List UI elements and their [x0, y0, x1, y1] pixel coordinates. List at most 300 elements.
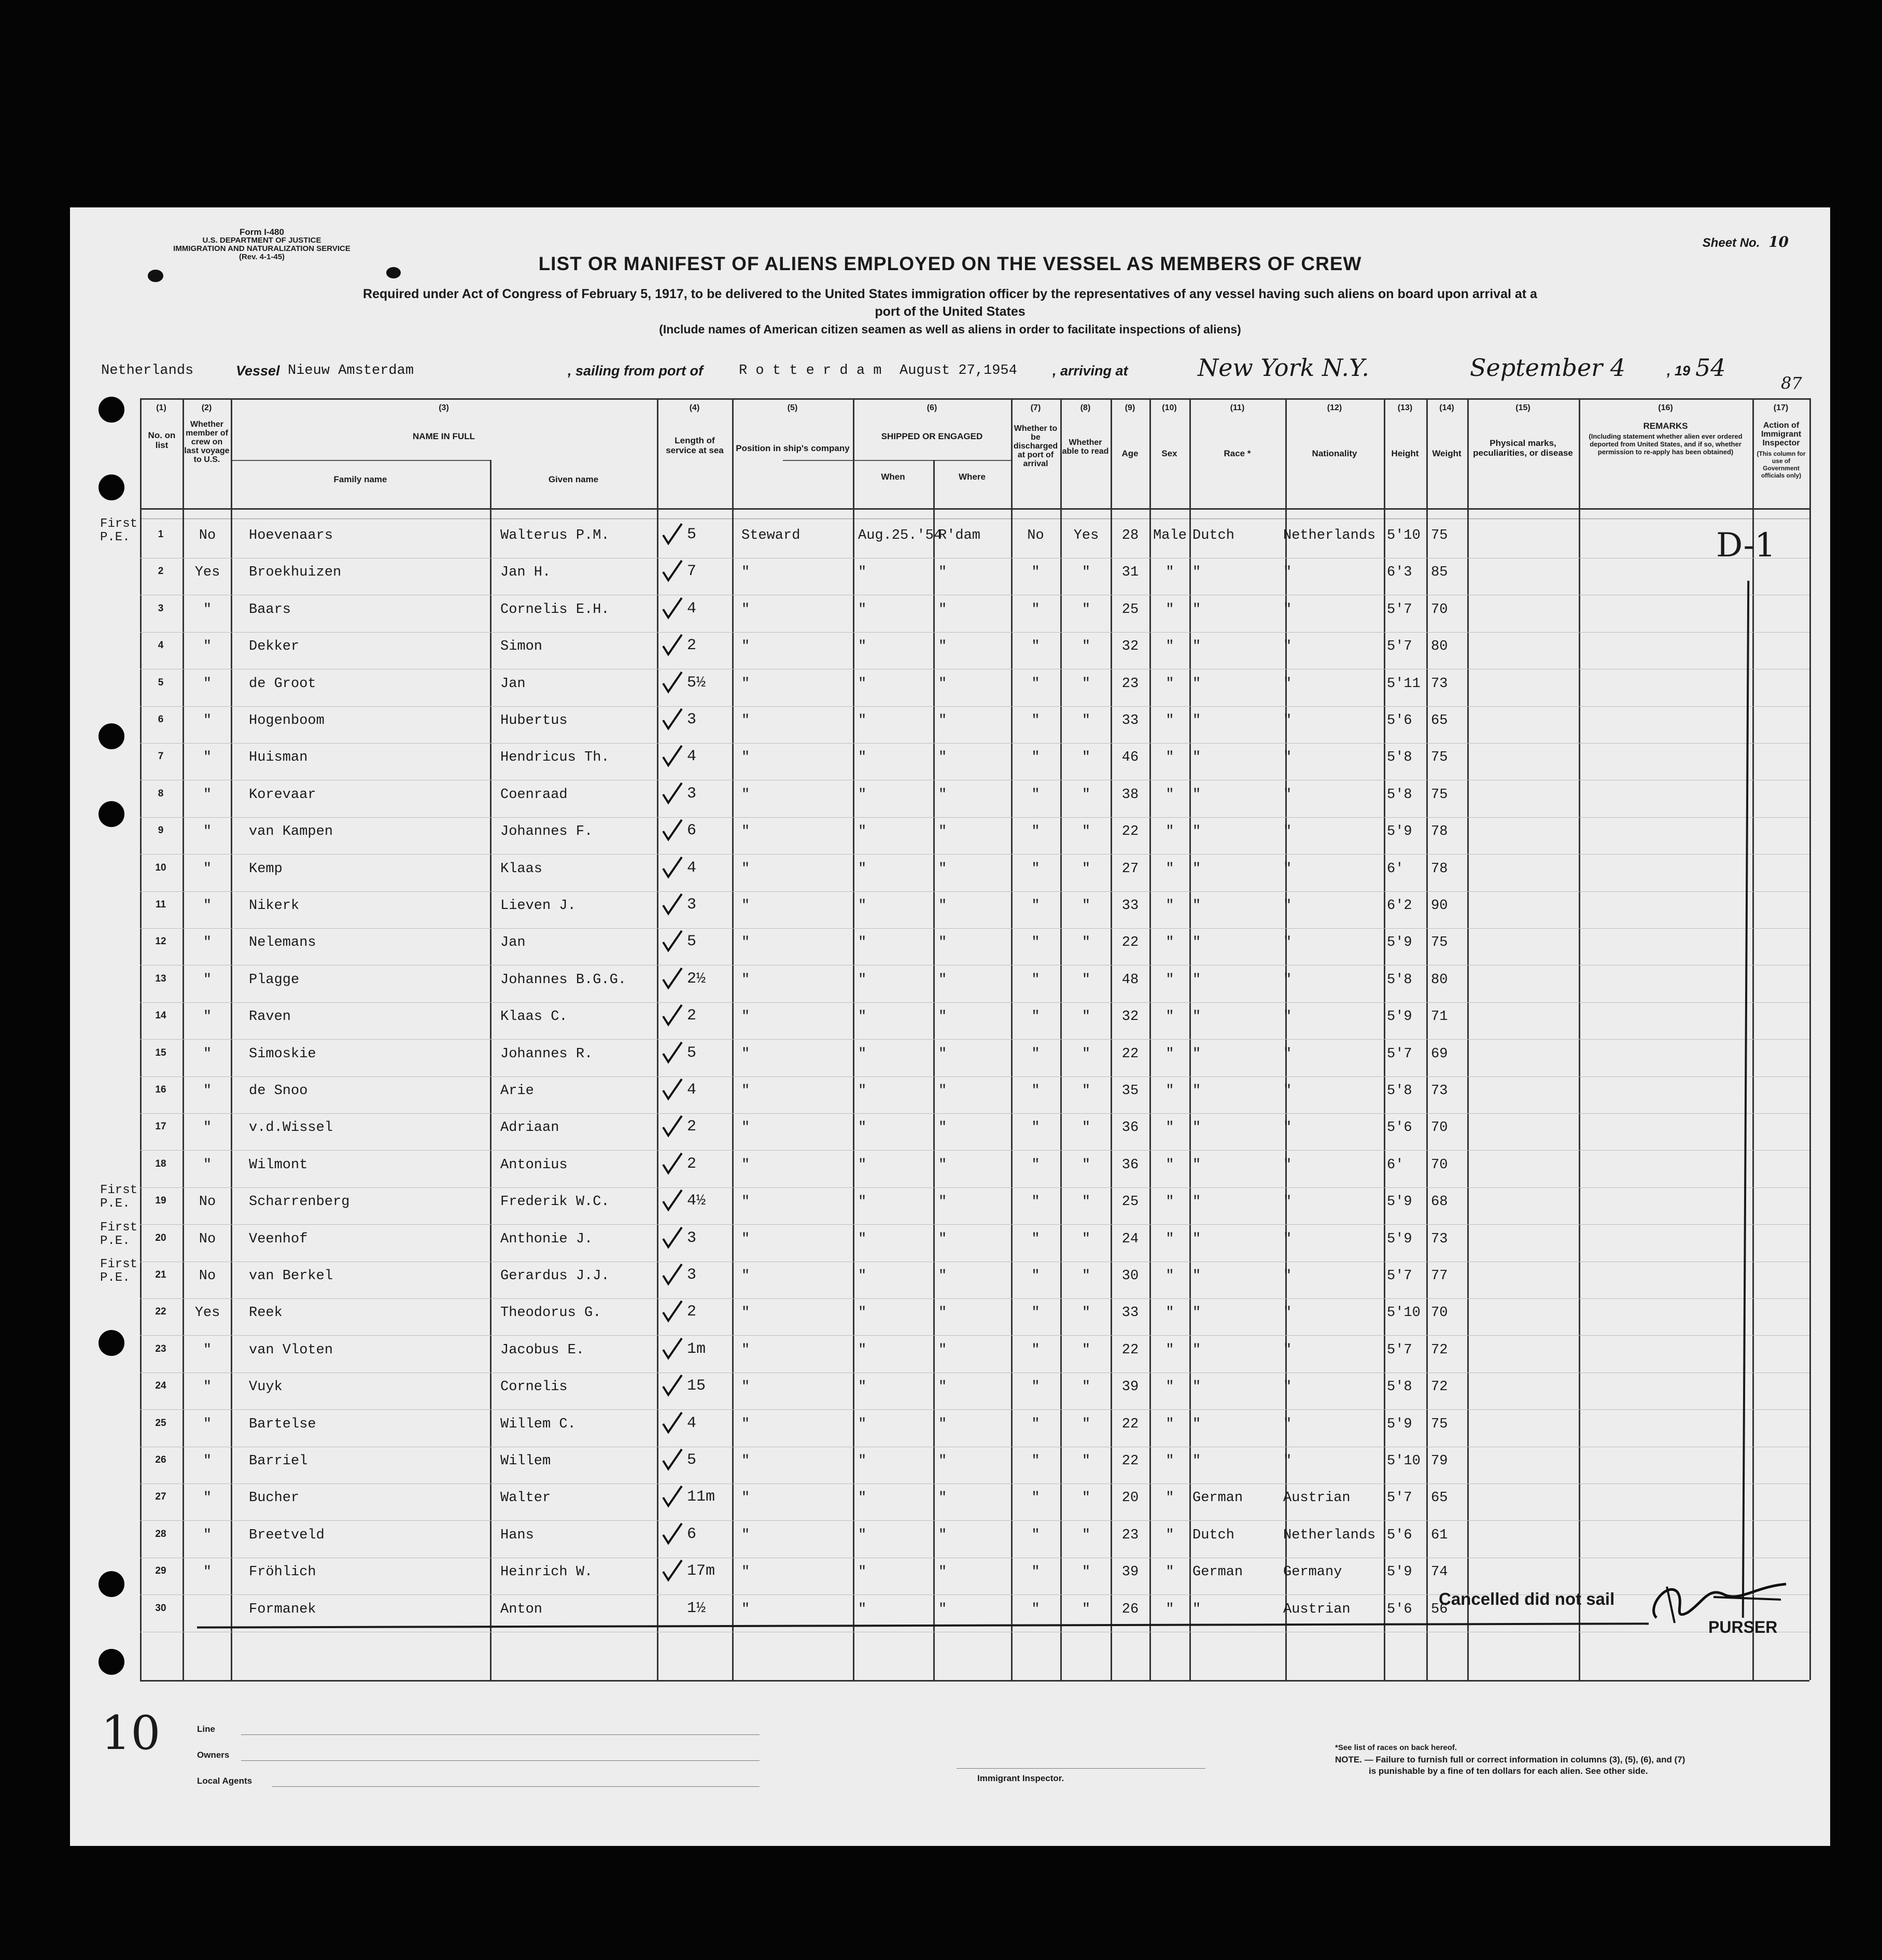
header-nationality: Nationality: [1312, 449, 1357, 458]
cell-race: ": [1192, 750, 1201, 765]
row-number: 16: [155, 1084, 166, 1095]
cell-race: ": [1192, 1453, 1201, 1469]
cell-height: 6': [1387, 861, 1404, 877]
cell-where: ": [938, 1083, 947, 1099]
subtitle-note: (Include names of American citizen seamen as well as aliens in order to facilitate inspections of aliens): [659, 323, 1241, 336]
cell-service: 5½: [687, 674, 706, 692]
cell-race: ": [1192, 1417, 1201, 1432]
cell-discharged: ": [1031, 1342, 1040, 1358]
cell-given: Jan: [500, 935, 526, 950]
row-number: 29: [155, 1565, 166, 1576]
cell-sex: ": [1165, 1379, 1174, 1395]
cell-member: ": [203, 1453, 212, 1469]
cell-weight: 73: [1431, 1083, 1448, 1099]
check-mark-icon: [661, 1004, 683, 1027]
cell-discharged: ": [1031, 750, 1040, 765]
cell-family: van Kampen: [249, 824, 333, 839]
cell-nationality: ": [1283, 1342, 1292, 1358]
header-height: Height: [1391, 449, 1419, 458]
cell-race: ": [1192, 1231, 1201, 1247]
row-rule: [140, 1187, 1809, 1188]
table-header-rule: [140, 508, 1809, 510]
arriving-label: , arriving at: [1052, 363, 1128, 379]
cell-discharged: ": [1031, 1268, 1040, 1284]
cell-position: ": [741, 1046, 750, 1062]
subtitle-line: Required under Act of Congress of February 5, 1917, to be delivered to the United States immigration officer by the representatives of any vessel having such aliens on board upon arrival at a: [363, 287, 1537, 301]
cell-race: ": [1192, 824, 1201, 839]
cell-read: ": [1082, 676, 1091, 692]
cell-weight: 56: [1431, 1602, 1448, 1617]
owners-label: Owners: [197, 1750, 230, 1760]
cell-given: Klaas C.: [500, 1009, 568, 1025]
cell-weight: 68: [1431, 1194, 1448, 1210]
cell-family: Baars: [249, 602, 291, 618]
cell-where: ": [938, 1268, 947, 1284]
cell-nationality: ": [1283, 935, 1292, 950]
cell-where: ": [938, 861, 947, 877]
cell-position: ": [741, 935, 750, 950]
cell-member: ": [203, 1157, 212, 1173]
cell-where: ": [938, 750, 947, 765]
cell-member: No: [199, 1231, 216, 1247]
cell-height: 5'10: [1387, 1305, 1421, 1321]
cell-given: Johannes B.G.G.: [500, 972, 627, 988]
cell-race: ": [1192, 898, 1201, 914]
arrival-date: September 4: [1470, 354, 1626, 382]
cell-service: 4½: [687, 1192, 706, 1210]
cell-discharged: ": [1031, 639, 1040, 654]
cell-when: ": [858, 1417, 867, 1432]
cell-age: 22: [1121, 1046, 1139, 1062]
cell-weight: 65: [1431, 1490, 1448, 1506]
cell-member: ": [203, 1417, 212, 1432]
check-mark-icon: [661, 1226, 683, 1249]
cell-when: ": [858, 565, 867, 580]
cell-nationality: ": [1283, 1157, 1292, 1173]
line-label: Line: [197, 1724, 215, 1734]
cell-member: No: [199, 1194, 216, 1210]
cell-position: ": [741, 639, 750, 654]
cell-race: ": [1192, 1157, 1201, 1173]
check-mark-icon: [661, 930, 683, 953]
cell-read: ": [1082, 935, 1091, 950]
cell-weight: 80: [1431, 639, 1448, 654]
cell-family: Barriel: [249, 1453, 308, 1469]
cell-sex: Male: [1153, 528, 1187, 543]
cell-service: 5: [687, 1451, 697, 1469]
cell-family: de Groot: [249, 676, 316, 692]
cell-age: 33: [1121, 713, 1139, 729]
cell-height: 5'7: [1387, 1046, 1412, 1062]
cell-sex: ": [1165, 787, 1174, 803]
cell-race: ": [1192, 1305, 1201, 1321]
cell-sex: ": [1165, 824, 1174, 839]
cell-given: Walterus P.M.: [500, 528, 610, 543]
cell-position: ": [741, 1528, 750, 1543]
inspector-label: Immigrant Inspector.: [977, 1773, 1064, 1783]
cell-service: 2: [687, 1303, 697, 1321]
cell-age: 23: [1121, 1528, 1139, 1543]
cell-service: 3: [687, 785, 697, 803]
cell-where: ": [938, 1120, 947, 1136]
cell-discharged: ": [1031, 1602, 1040, 1617]
row-number: 12: [155, 936, 166, 947]
header-remarks: REMARKS: [1643, 421, 1688, 431]
cell-nationality: ": [1283, 972, 1292, 988]
cell-given: Jan: [500, 676, 526, 692]
cell-service: 4: [687, 1415, 697, 1432]
cell-discharged: ": [1031, 676, 1040, 692]
cell-service: 3: [687, 711, 697, 729]
vessel-name: Nieuw Amsterdam: [288, 363, 414, 379]
cell-where: ": [938, 1009, 947, 1025]
check-mark-icon: [661, 1559, 683, 1582]
cell-sex: ": [1165, 713, 1174, 729]
row-rule: [140, 743, 1809, 744]
row-number: 2: [158, 566, 164, 577]
cell-member: Yes: [194, 1305, 220, 1321]
cell-service: 3: [687, 896, 697, 914]
cell-age: 25: [1121, 602, 1139, 618]
cell-read: Yes: [1073, 528, 1099, 543]
check-mark-icon: [661, 856, 683, 879]
cell-family: Formanek: [249, 1602, 316, 1617]
cell-where: ": [938, 713, 947, 729]
punch-hole: [99, 397, 124, 423]
column-rule: [490, 460, 491, 1680]
cell-when: ": [858, 824, 867, 839]
department-line: U.S. DEPARTMENT OF JUSTICE: [202, 236, 321, 245]
cell-where: ": [938, 972, 947, 988]
punch-hole: [99, 1571, 124, 1597]
cell-given: Anton: [500, 1602, 543, 1617]
row-rule: [140, 1483, 1809, 1484]
cell-height: 5'8: [1387, 1379, 1412, 1395]
cell-sex: ": [1165, 1602, 1174, 1617]
cell-age: 48: [1121, 972, 1139, 988]
cell-when: ": [858, 1453, 867, 1469]
cell-service: 2: [687, 637, 697, 654]
cell-family: Fröhlich: [249, 1564, 316, 1580]
cell-position: ": [741, 972, 750, 988]
cancelled-stamp: Cancelled did not sail: [1439, 1589, 1615, 1608]
cell-race: ": [1192, 1268, 1201, 1284]
cell-race: ": [1192, 1083, 1201, 1099]
cell-weight: 85: [1431, 565, 1448, 580]
cell-discharged: ": [1031, 1490, 1040, 1506]
cell-race: Dutch: [1192, 1528, 1235, 1543]
cell-age: 27: [1121, 861, 1139, 877]
cell-nationality: ": [1283, 676, 1292, 692]
cell-member: ": [203, 1379, 212, 1395]
cell-read: ": [1082, 898, 1091, 914]
cell-where: ": [938, 1194, 947, 1210]
cell-position: ": [741, 565, 750, 580]
cell-member: ": [203, 787, 212, 803]
cell-sex: ": [1165, 1231, 1174, 1247]
cell-sex: ": [1165, 1009, 1174, 1025]
service-line: IMMIGRATION AND NATURALIZATION SERVICE: [173, 244, 350, 253]
cell-when: ": [858, 1120, 867, 1136]
row-number: 21: [155, 1269, 166, 1280]
cell-service: 3: [687, 1229, 697, 1247]
cell-nationality: ": [1283, 1305, 1292, 1321]
cell-family: Hogenboom: [249, 713, 325, 729]
cell-discharged: ": [1031, 1194, 1040, 1210]
cell-given: Gerardus J.J.: [500, 1268, 610, 1284]
cell-race: ": [1192, 639, 1201, 654]
header-no-on-list: No. on list: [148, 430, 176, 450]
check-mark-icon: [661, 1411, 683, 1434]
cell-sex: ": [1165, 1528, 1174, 1543]
cell-height: 5'6: [1387, 713, 1412, 729]
line-field: [241, 1734, 760, 1735]
cell-where: ": [938, 1564, 947, 1580]
cell-family: Kemp: [249, 861, 283, 877]
check-mark-icon: [661, 1189, 683, 1212]
cell-service: 5: [687, 526, 697, 543]
cell-sex: ": [1165, 1046, 1174, 1062]
cell-given: Cornelis: [500, 1379, 568, 1395]
cell-sex: ": [1165, 1490, 1174, 1506]
row-rule: [140, 817, 1809, 818]
row-number: 5: [158, 677, 164, 688]
col-num: (11): [1230, 403, 1245, 412]
cell-age: 26: [1121, 1602, 1139, 1617]
cell-given: Frederik W.C.: [500, 1194, 610, 1210]
row-number: 7: [158, 751, 164, 762]
cell-member: ": [203, 898, 212, 914]
cell-where: ": [938, 787, 947, 803]
cell-when: ": [858, 1157, 867, 1173]
cell-where: ": [938, 602, 947, 618]
cell-sex: ": [1165, 676, 1174, 692]
cell-member: ": [203, 1120, 212, 1136]
col-num: (15): [1515, 403, 1530, 412]
cell-read: ": [1082, 1009, 1091, 1025]
check-mark-icon: [661, 1078, 683, 1101]
cell-sex: ": [1165, 565, 1174, 580]
cell-discharged: ": [1031, 1046, 1040, 1062]
sheet-number: [1703, 233, 1789, 250]
cell-given: Jacobus E.: [500, 1342, 585, 1358]
cell-weight: 72: [1431, 1379, 1448, 1395]
column-rule: [1809, 398, 1811, 1680]
row-rule: [140, 1224, 1809, 1225]
cell-service: 4: [687, 600, 697, 618]
cell-weight: 75: [1431, 750, 1448, 765]
cell-race: ": [1192, 565, 1201, 580]
check-mark-icon: [661, 597, 683, 620]
cell-sex: ": [1165, 972, 1174, 988]
cell-weight: 78: [1431, 824, 1448, 839]
cell-member: ": [203, 861, 212, 877]
cell-sex: ": [1165, 1120, 1174, 1136]
row-number: 18: [155, 1158, 166, 1169]
check-mark-icon: [661, 967, 683, 990]
row-number: 27: [155, 1491, 166, 1502]
check-mark-icon: [661, 1152, 683, 1175]
cell-given: Cornelis E.H.: [500, 602, 610, 618]
cell-given: Walter: [500, 1490, 551, 1506]
cell-where: ": [938, 565, 947, 580]
cell-where: ": [938, 824, 947, 839]
cell-family: Reek: [249, 1305, 283, 1321]
cell-given: Jan H.: [500, 565, 551, 580]
purser-label: PURSER: [1708, 1618, 1778, 1636]
cell-read: ": [1082, 1194, 1091, 1210]
check-mark-icon: [661, 708, 683, 731]
cell-read: ": [1082, 1379, 1091, 1395]
cell-read: ": [1082, 1231, 1091, 1247]
cell-family: Broekhuizen: [249, 565, 342, 580]
col-num: (16): [1658, 403, 1673, 412]
cell-sex: ": [1165, 1194, 1174, 1210]
cell-sex: ": [1165, 1083, 1174, 1099]
column-rule: [933, 460, 935, 1680]
cell-service: 6: [687, 1525, 697, 1543]
cell-member: ": [203, 676, 212, 692]
cell-height: 5'11: [1387, 676, 1421, 692]
cell-given: Antonius: [500, 1157, 568, 1173]
cell-height: 5'8: [1387, 750, 1412, 765]
cell-given: Johannes F.: [500, 824, 593, 839]
row-number: 17: [155, 1121, 166, 1132]
cell-discharged: ": [1031, 972, 1040, 988]
cell-where: ": [938, 898, 947, 914]
cell-age: 39: [1121, 1379, 1139, 1395]
cell-position: ": [741, 787, 750, 803]
cell-when: ": [858, 713, 867, 729]
cell-given: Willem: [500, 1453, 551, 1469]
cell-member: ": [203, 935, 212, 950]
cell-where: ": [938, 676, 947, 692]
cell-when: ": [858, 1009, 867, 1025]
cell-race: ": [1192, 787, 1201, 803]
row-rule: [140, 1113, 1809, 1114]
cell-discharged: ": [1031, 824, 1040, 839]
cell-height: 5'7: [1387, 602, 1412, 618]
cell-age: 22: [1121, 935, 1139, 950]
cell-height: 5'9: [1387, 1194, 1412, 1210]
cell-weight: 75: [1431, 528, 1448, 543]
cell-nationality: ": [1283, 898, 1292, 914]
row-number: 11: [155, 899, 166, 910]
action-mark: D-1: [1716, 526, 1776, 565]
cell-sex: ": [1165, 750, 1174, 765]
cell-when: ": [858, 676, 867, 692]
header-family-name: Family name: [333, 474, 387, 484]
cell-race: ": [1192, 1342, 1201, 1358]
cell-when: ": [858, 1305, 867, 1321]
cell-discharged: ": [1031, 1564, 1040, 1580]
cell-read: ": [1082, 1268, 1091, 1284]
cell-when: ": [858, 1528, 867, 1543]
cell-service: 17m: [687, 1562, 715, 1580]
cell-nationality: ": [1283, 1268, 1292, 1284]
cell-age: 20: [1121, 1490, 1139, 1506]
cell-height: 5'7: [1387, 1490, 1412, 1506]
cell-service: 6: [687, 822, 697, 839]
col-num: (14): [1439, 403, 1454, 412]
cell-member: ": [203, 750, 212, 765]
cell-age: 46: [1121, 750, 1139, 765]
inspector-line: [957, 1768, 1205, 1769]
cell-given: Hubertus: [500, 713, 568, 729]
cell-service: 4: [687, 748, 697, 765]
cell-position: Steward: [741, 528, 800, 543]
cell-sex: ": [1165, 1453, 1174, 1469]
cell-when: ": [858, 1564, 867, 1580]
cell-weight: 90: [1431, 898, 1448, 914]
cell-where: ": [938, 1417, 947, 1432]
cell-weight: 78: [1431, 861, 1448, 877]
cell-member: ": [203, 1083, 212, 1099]
col-num: (7): [1030, 403, 1041, 412]
cell-service: 2: [687, 1155, 697, 1173]
sheet-value: 10: [1768, 233, 1789, 250]
cell-height: 5'9: [1387, 1417, 1412, 1432]
cell-weight: 79: [1431, 1453, 1448, 1469]
cell-family: Scharrenberg: [249, 1194, 350, 1210]
punch-hole: [99, 801, 124, 827]
cell-where: ": [938, 1046, 947, 1062]
cell-position: ": [741, 898, 750, 914]
cell-nationality: ": [1283, 639, 1292, 654]
row-number: 24: [155, 1380, 166, 1391]
cell-read: ": [1082, 1157, 1091, 1173]
cell-height: 5'6: [1387, 1602, 1412, 1617]
cell-when: ": [858, 1046, 867, 1062]
cell-nationality: ": [1283, 824, 1292, 839]
cell-when: ": [858, 1268, 867, 1284]
punch-hole: [99, 1330, 124, 1356]
row-rule: [140, 706, 1809, 707]
header-race: Race *: [1224, 449, 1251, 458]
cell-discharged: ": [1031, 1417, 1040, 1432]
row-rule: [140, 1409, 1809, 1410]
col-num: (8): [1080, 403, 1091, 412]
cell-position: ": [741, 1083, 750, 1099]
col-num: (1): [156, 403, 166, 412]
cell-when: ": [858, 1194, 867, 1210]
row-rule: [140, 1076, 1809, 1077]
cell-family: de Snoo: [249, 1083, 308, 1099]
cell-where: ": [938, 1528, 947, 1543]
cell-position: ": [741, 1342, 750, 1358]
row-number: 20: [155, 1233, 166, 1243]
cell-read: ": [1082, 639, 1091, 654]
cell-service: 3: [687, 1266, 697, 1284]
cell-weight: 74: [1431, 1564, 1448, 1580]
cell-nationality: ": [1283, 1231, 1292, 1247]
cell-service: 2: [687, 1007, 697, 1025]
cell-read: ": [1082, 787, 1091, 803]
vessel-label: Vessel: [236, 363, 280, 379]
header-action: Action of Immigrant Inspector: [1761, 421, 1802, 447]
cell-height: 5'9: [1387, 1231, 1412, 1247]
cell-weight: 73: [1431, 1231, 1448, 1247]
name-subhead-rule: [231, 460, 490, 461]
cell-weight: 70: [1431, 1157, 1448, 1173]
check-mark-icon: [661, 1041, 683, 1064]
cell-sex: ": [1165, 1305, 1174, 1321]
row-number: 25: [155, 1418, 166, 1429]
cell-family: Breetveld: [249, 1528, 325, 1543]
cell-read: ": [1082, 1120, 1091, 1136]
cell-weight: 70: [1431, 1120, 1448, 1136]
check-mark-icon: [661, 1448, 683, 1471]
